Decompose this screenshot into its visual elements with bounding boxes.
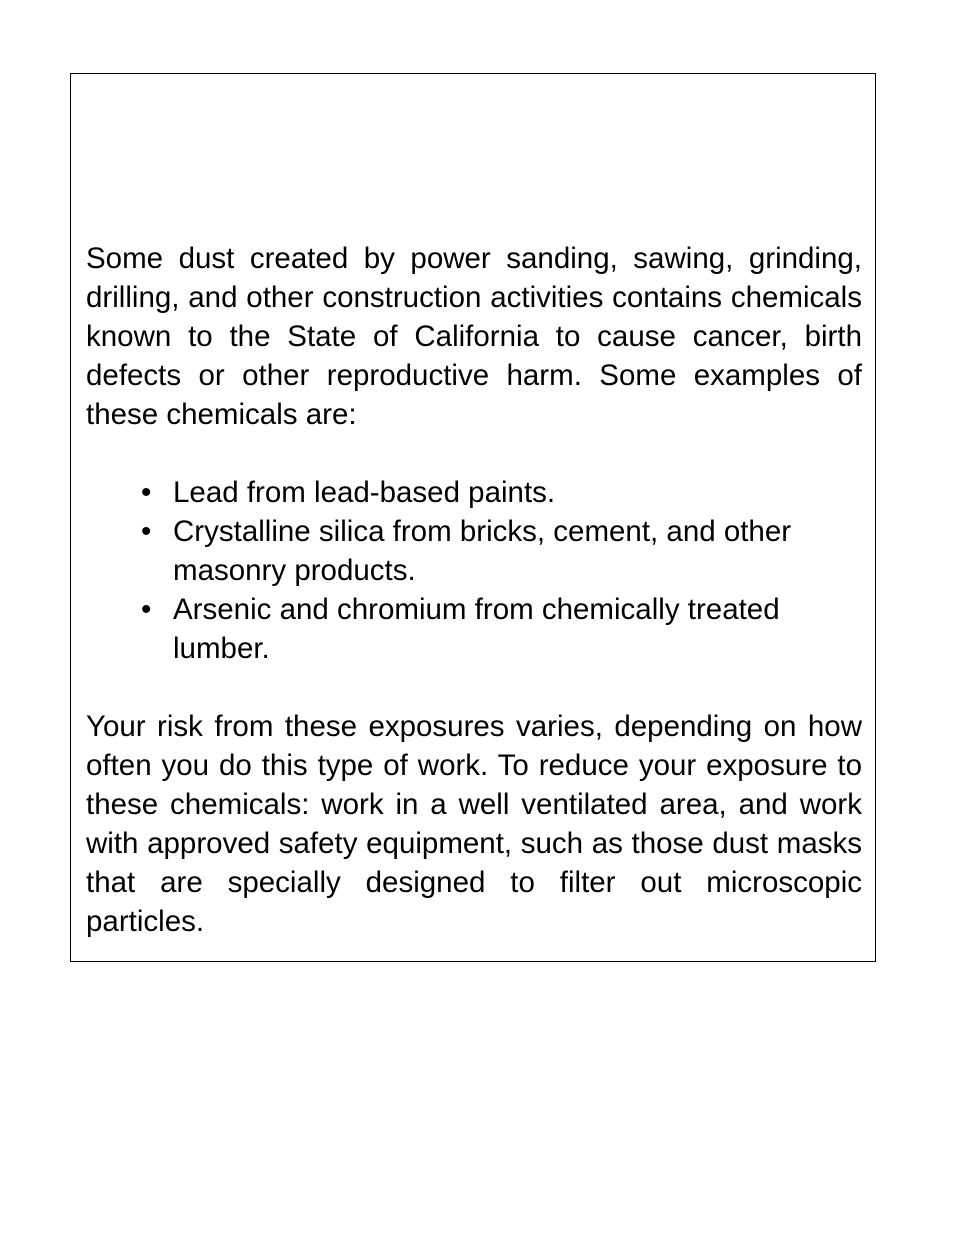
warning-paragraph-risk: Your risk from these exposures varies, depending on how often you do this type of work. To reduce your exposure to these chemicals: work in a well ventilated area, and work with approved safety equipment, such as those dust masks that are specially designed to filter out microscopic particles. [86, 710, 862, 938]
bullet-icon: • [141, 593, 152, 626]
list-item-text: Crystalline silica from bricks, cement, and other masonry products. [173, 515, 792, 587]
list-item-text: Lead from lead-based paints. [173, 476, 556, 509]
bullet-icon: • [141, 476, 152, 509]
list-item [141, 473, 862, 512]
list-item [141, 512, 862, 590]
list-item-text: Arsenic and chromium from chemically treated lumber. [173, 593, 780, 665]
list-item [141, 590, 862, 668]
warning-paragraph-intro: Some dust created by power sanding, sawing, grinding, drilling, and other construction activities contains chemicals known to the State of California to cause cancer, birth defects or other reproductive harm. Some examples of these chemicals are: [86, 242, 862, 431]
chemical-examples-list [86, 473, 862, 668]
warning-box [70, 73, 876, 962]
warning-content [86, 239, 862, 941]
bullet-icon: • [141, 515, 152, 548]
